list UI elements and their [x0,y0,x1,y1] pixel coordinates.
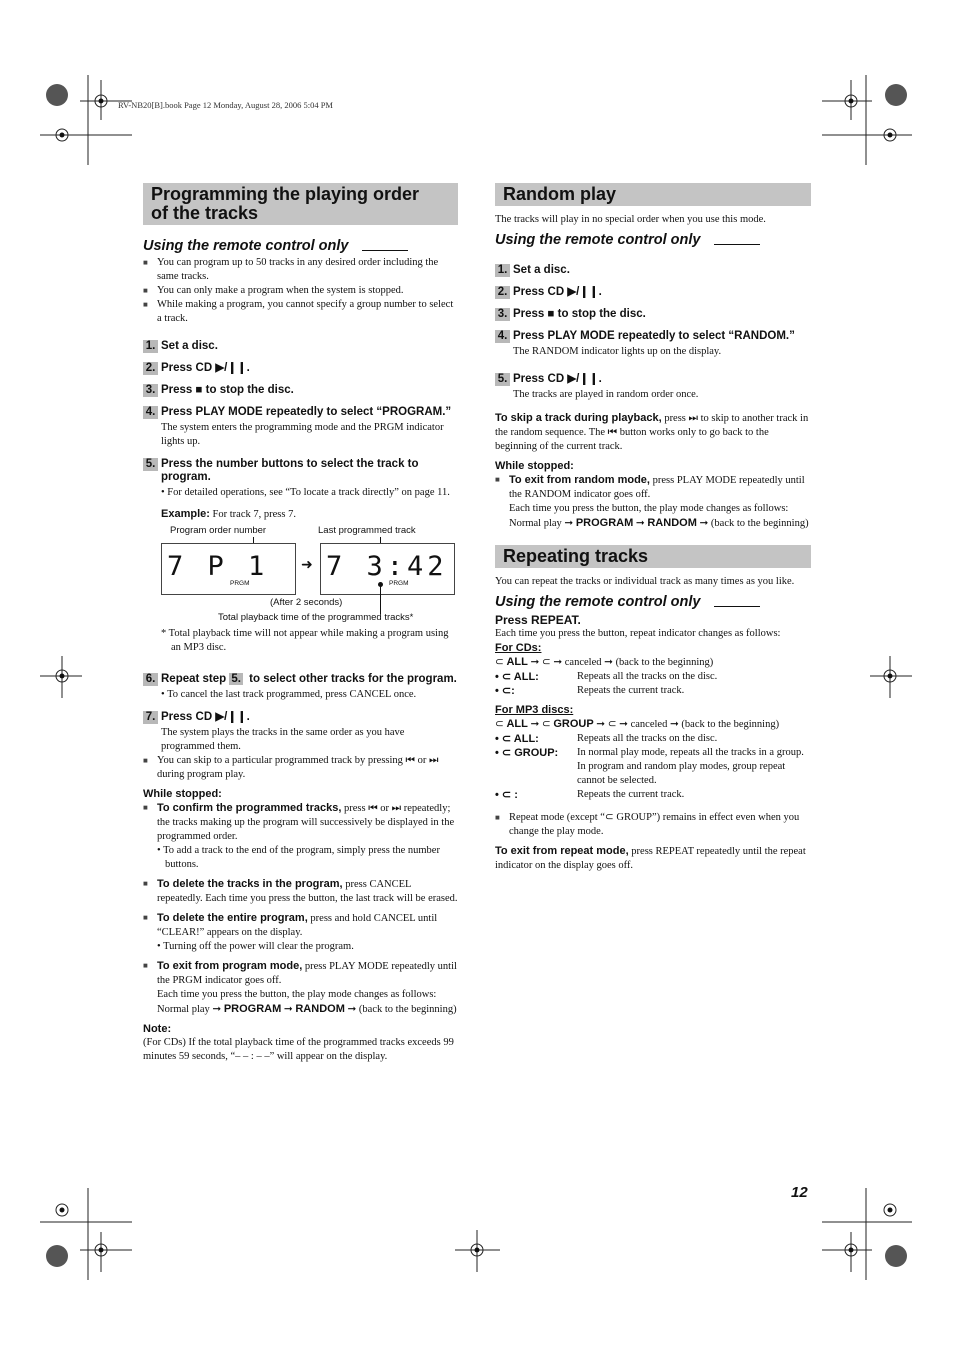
press-desc: Each time you press the button, repeat indicator changes as follows: [495,628,781,639]
step-6-post: to select other tracks for the program. [245,673,457,685]
exit-repeat-note [495,844,811,873]
arrow-right-icon: ➞ [283,1004,293,1015]
step-text: Press ■ to stop the disc. [513,308,646,320]
step-number: 5. [495,373,510,386]
step-7-desc: The system plays the tracks in the same order as you have programmed them. [161,727,405,752]
for-cds-label: For CDs: [495,642,542,654]
skip-note: ■ You can skip to a particular programmed track by pressing ⏮ or ⏭ during program play. [143,754,458,782]
mode-note-2: GROUP”) remains in effect even when you change the play mode. [509,812,800,837]
subtitle-rule [362,250,408,251]
step-number: 1. [143,340,158,353]
prgm-indicator: PRGM [230,580,250,587]
arrow-right-icon: ➞ [564,518,574,529]
exit-text: press REPEAT repeatedly until the repeat indicator on the display goes off. [495,846,806,871]
step-6-desc: • To cancel the last track programmed, press CANCEL once. [161,689,417,700]
repeat-icon: ⊂ [501,671,512,683]
step-number: 2. [495,286,510,299]
random-title: Random play [495,183,811,206]
delete-all-label: To delete the entire program, [157,912,308,924]
step-4 [143,406,458,419]
step-5 [495,373,811,386]
mode-note-1: Repeat mode (except “ [509,812,605,823]
delete-all-text: press and hold CANCEL until “CLEAR!” appears on the display. [157,913,438,938]
repeat-icon: ⊂ [607,719,617,730]
step-number: 6. [143,673,158,686]
mode-sequence [143,1002,458,1017]
arrow-right-icon: ➞ [699,518,709,529]
step-ref: 5. [231,673,241,685]
example-line [143,507,458,522]
cd-one-row [495,684,811,698]
example-label: Example: [161,508,210,520]
step-text [161,673,457,686]
step-2 [143,362,458,375]
programming-subtitle [143,238,458,254]
seq-program: PROGRAM [575,517,634,529]
repeat-mode-note [495,811,811,839]
confirm-note [143,801,458,844]
seq-program: PROGRAM [223,1003,282,1015]
step-4-desc: The system enters the programming mode and the PRGM indicator lights up. [161,422,444,447]
repeat-icon: ⊂ [541,657,551,668]
seq-all: ALL [506,718,528,730]
step-4-desc: The RANDOM indicator lights up on the display. [513,346,722,357]
repeat-icon: ⊂ [501,747,512,759]
mp3-group-row [495,746,811,788]
delete-label: To delete the tracks in the program, [157,878,343,890]
exit-text: press PLAY MODE repeatedly until the RANDOM indicator goes off. [509,475,805,500]
delete-all-sub: • Turning off the power will clear the program. [157,941,354,952]
subtitle-text: Using the remote control only [495,232,701,248]
step-5-desc: The tracks are played in random order once. [513,389,699,400]
step-text: Set a disc. [513,264,570,276]
arrow-right-icon: ➞ [669,719,679,730]
step-text: Press CD ▶/❙❙. [161,362,250,374]
programming-title-line2: of the tracks [151,203,259,223]
lcd-display-2 [320,543,455,595]
confirm-sub: • To add a track to the end of the program, simply press the number buttons. [157,845,440,870]
row-key: • ⊂ ALL: [495,733,539,745]
delete-note [143,877,458,906]
seq-back: (back to the beginning) [681,719,780,730]
repeat-icon: ⊂ [501,789,512,801]
for-mp3-label: For MP3 discs: [495,704,574,716]
key-text: GROUP: [514,747,559,759]
programming-title-line1: Programming the playing order [151,184,420,204]
skip-note [495,411,811,454]
arrow-right-icon: ➞ [604,657,613,668]
exit-label: To exit from repeat mode, [495,845,629,857]
bullet-note: ■ You can program up to 50 tracks in any desired order including the same tracks. [143,256,458,284]
step-7 [143,711,458,724]
random-subtitle [495,232,811,248]
mode-sequence [495,516,811,531]
step-2 [495,286,811,299]
exit-program-note [143,959,458,988]
programming-title [143,183,458,225]
seq-random: RANDOM [295,1003,345,1015]
total-time-label: Total playback time of the programmed tracks* [218,612,414,623]
seq-group: GROUP [553,718,594,730]
seq-canceled: canceled [564,657,602,668]
step-1 [495,264,811,277]
arrow-right-icon: ➞ [619,719,628,730]
row-value: Repeats the current track. [577,685,685,696]
pointer-line [380,586,381,614]
arrow-right-icon: ➞ [530,719,540,730]
subtitle-text: Using the remote control only [495,594,701,610]
arrow-right-icon: ➞ [553,657,563,668]
repeat-icon: ⊂ [604,812,614,823]
step-5 [143,458,458,484]
step-6-pre: Repeat step [161,673,230,685]
subtitle-text: Using the remote control only [143,238,349,254]
step-text: Press PLAY MODE repeatedly to select “RANDOM.” [513,330,795,342]
file-header-note: RV-NB20[B].book Page 12 Monday, August 28, 2006 5:04 PM [118,100,333,110]
random-repeat-section [495,183,811,873]
seq-random: RANDOM [647,517,697,529]
step-number: 3. [143,384,158,397]
mp3-one-row [495,788,811,802]
row-value: Repeats all the tracks on the disc. [577,671,718,682]
step-number: 2. [143,362,158,375]
exit-label: To exit from random mode, [509,474,650,486]
skip-text: press ⏭ to skip to another track in the random sequence. The ⏮ button works only to go back to the beginning of the current track. [495,413,809,452]
row-value [577,746,811,788]
skip-label: To skip a track during playback, [495,412,662,424]
key-text: ALL: [513,671,539,683]
row-value: Repeats the current track. [577,789,685,800]
step-3 [495,308,811,321]
bullet-note: ■ You can only make a program when the system is stopped. [143,284,458,298]
seq-all: ALL [506,656,528,668]
prgm-indicator: PRGM [389,580,409,587]
repeat-icon: ⊂ [495,657,504,668]
seq-normal: Normal play [509,518,562,529]
step-text: Press the number buttons to select the track to program. [161,458,419,483]
arrow-right-icon: ➞ [212,1004,222,1015]
row-key: • ⊂ ALL: [495,671,539,683]
group-val-2: In program and random play modes, group repeat cannot be selected. [577,761,786,786]
step-number: 4. [143,406,158,419]
lcd-text-1: 7 P 1 [167,551,269,582]
step-4 [495,330,811,343]
step-number: 5. [143,458,158,471]
step-text: Press CD ▶/❙❙. [513,373,602,385]
step-5-desc: • For detailed operations, see “To locate a track directly” on page 11. [161,487,450,498]
step-text: Press CD ▶/❙❙. [513,286,602,298]
row-key: • ⊂ : [495,789,518,801]
arrow-right-icon: ➞ [635,518,645,529]
bullet-note: ■ While making a program, you cannot specify a group number to select a track. [143,298,458,326]
while-stopped-label: While stopped: [143,788,222,800]
label-last-track: Last programmed track [318,525,416,536]
group-val-1: In normal play mode, repeats all the tracks in a group. [577,747,804,758]
exit-each: Each time you press the button, the play mode changes as follows: [157,989,437,1000]
example-text: For track 7, press 7. [209,509,296,520]
delete-all-note [143,911,458,940]
repeat-intro: You can repeat the tracks or individual track as many times as you like. [495,576,795,587]
repeat-icon: ⊂ [501,733,512,745]
after-2-seconds: (After 2 seconds) [270,597,343,608]
confirm-label: To confirm the programmed tracks, [157,802,342,814]
label-program-order: Program order number [170,525,267,536]
step-1 [143,340,458,353]
step-text: Set a disc. [161,340,218,352]
seq-back: (back to the beginning) [615,657,714,668]
mp3-all-row [495,732,811,746]
lcd-display-1 [161,543,296,595]
while-stopped-label: While stopped: [495,460,574,472]
seq-canceled: canceled [630,719,668,730]
exit-each: Each time you press the button, the play mode changes as follows: [509,503,789,514]
arrow-right-icon: ➞ [530,657,540,668]
exit-text: press PLAY MODE repeatedly until the PRGM indicator goes off. [157,961,457,986]
lcd-text-2: 7 3:42 [326,551,448,582]
step-6 [143,673,458,686]
step-number: 4. [495,330,510,343]
footnote: * Total playback time will not appear while making a program using an MP3 disc. [161,628,449,653]
random-intro: The tracks will play in no special order when you use this mode. [495,214,766,225]
subtitle-rule [714,244,760,245]
exit-label: To exit from program mode, [157,960,303,972]
seq-normal: Normal play [157,1004,210,1015]
arrow-right-icon: ➞ [347,1004,357,1015]
arrow-right-icon: ➞ [596,719,606,730]
confirm-text: press ⏮ or ⏭ repeatedly; the tracks making up the program will successively be displayed in the programmed order. [157,803,455,842]
press-repeat: Press REPEAT. [495,613,581,627]
row-key: • ⊂: [495,685,515,697]
step-number: 7. [143,711,158,724]
key-text: ALL: [513,733,539,745]
page-number: 12 [791,1184,808,1201]
step-number: 1. [495,264,510,277]
subtitle-rule [714,606,760,607]
note-text: (For CDs) If the total playback time of the programmed tracks exceeds 99 minutes 59 seconds, “– – : – –” will appear on the display. [143,1037,454,1062]
mp3-sequence [495,717,811,732]
arrow-right-icon: ➜ [301,558,313,573]
row-value: Repeats all the tracks on the disc. [577,733,718,744]
repeat-icon: ⊂ [495,719,504,730]
step-number: 3. [495,308,510,321]
seq-back: (back to the beginning) [710,518,809,529]
repeat-subtitle [495,594,811,610]
cd-sequence [495,655,811,670]
delete-text: press CANCEL repeatedly. Each time you press the button, the last track will be erased. [157,879,458,904]
step-text: Press PLAY MODE repeatedly to select “PROGRAM.” [161,406,452,418]
row-key: • ⊂ GROUP: [495,747,559,759]
programming-section [143,183,458,1064]
display-diagram [143,524,458,653]
exit-random-note [495,473,811,502]
cd-all-row [495,670,811,684]
repeat-icon: ⊂ [541,719,551,730]
repeat-title: Repeating tracks [495,545,811,568]
step-3 [143,384,458,397]
step-text: Press CD ▶/❙❙. [161,711,250,723]
step-text: Press ■ to stop the disc. [161,384,294,396]
repeat-icon: ⊂ [501,685,512,697]
note-label: Note: [143,1023,172,1035]
seq-back: (back to the beginning) [358,1004,457,1015]
